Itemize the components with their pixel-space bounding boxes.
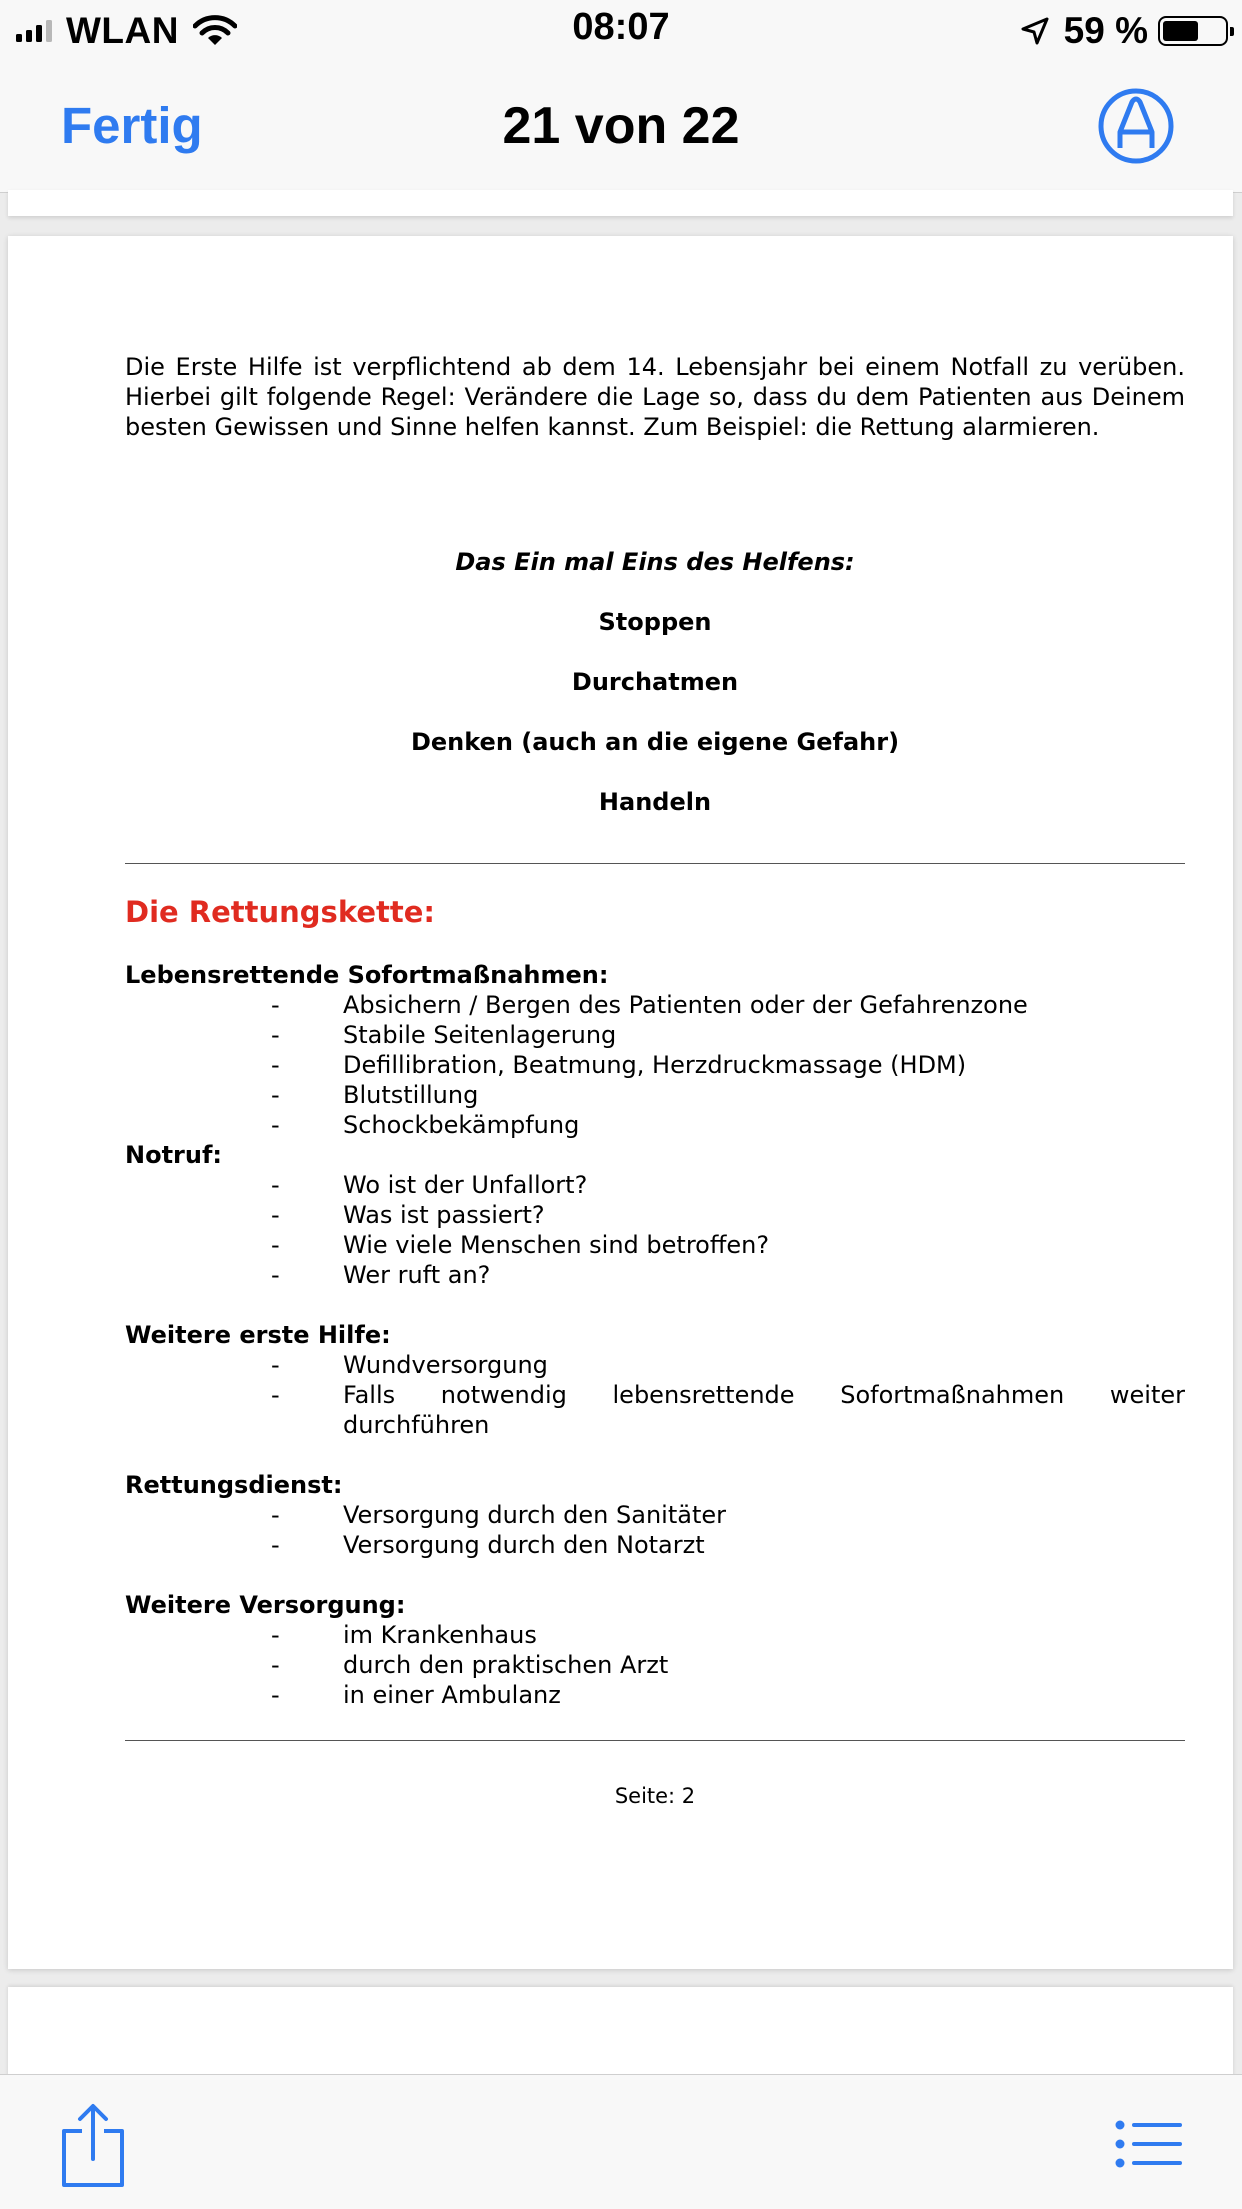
list-item: [125, 1530, 1185, 1560]
list-item-text: Stabile Seitenlagerung: [343, 1021, 617, 1049]
list-item: [125, 1020, 1185, 1050]
list-item-text: Versorgung durch den Sanitäter: [343, 1501, 726, 1529]
bullet-dash: -: [271, 1651, 280, 1679]
list-item: [125, 1380, 1185, 1440]
bullet-dash: -: [271, 1351, 280, 1379]
document-page[interactable]: [8, 236, 1233, 1969]
group-list: [125, 1500, 1185, 1560]
previous-page-edge[interactable]: [8, 190, 1233, 216]
list-item-text: Versorgung durch den Notarzt: [343, 1531, 705, 1559]
motto-step: Denken (auch an die eigene Gefahr): [410, 728, 900, 756]
list-item: [125, 1170, 1185, 1200]
markup-pen-icon[interactable]: [1098, 88, 1174, 164]
group-list: [125, 1170, 1185, 1290]
group-heading: Rettungsdienst:: [125, 1471, 343, 1499]
intro-paragraph: Die Erste Hilfe ist verpflichtend ab dem 14. Lebensjahr bei einem Notfall zu verüben. Hierbei gilt folgende Regel: Verändere die Lage so, dass du dem Patienten aus Deinem besten Gewissen und Sinne helfen kannst. Zum Beispiel: die Rettung alarmieren.: [125, 353, 1185, 441]
motto-title: Das Ein mal Eins des Helfens:: [455, 548, 855, 576]
bullet-dash: -: [271, 1021, 280, 1049]
bullet-dash: -: [271, 1621, 280, 1649]
bullet-dash: -: [271, 1681, 280, 1709]
bullet-dash: -: [271, 1201, 280, 1229]
location-arrow-icon: [1020, 16, 1050, 46]
bullet-dash: -: [271, 1051, 280, 1079]
battery-level-fill: [1163, 21, 1198, 41]
bottom-toolbar: [0, 2074, 1242, 2209]
list-item: [125, 1620, 1185, 1650]
list-item-text: Absichern / Bergen des Patienten oder der Gefahrenzone: [343, 991, 1028, 1019]
carrier-label: WLAN: [66, 10, 179, 51]
motto-step: Handeln: [598, 788, 712, 816]
list-item: [125, 1110, 1185, 1140]
status-bar: [0, 0, 1242, 62]
group-heading: Lebensrettende Sofortmaßnahmen:: [125, 961, 609, 989]
list-item-text: Wundversorgung: [343, 1351, 548, 1379]
list-item: [125, 1200, 1185, 1230]
list-item-text: in einer Ambulanz: [343, 1681, 561, 1709]
list-item: [125, 1350, 1185, 1380]
bullet-dash: -: [271, 1171, 280, 1199]
page-footer: Seite: 2: [614, 1784, 696, 1808]
section-title: Die Rettungskette:: [125, 895, 435, 929]
list-item-text: durch den praktischen Arzt: [343, 1651, 669, 1679]
group-heading: Weitere Versorgung:: [125, 1591, 406, 1619]
motto-step: Stoppen: [598, 608, 712, 636]
divider: [125, 1740, 1185, 1741]
bullet-dash: -: [271, 1501, 280, 1529]
battery-icon: [1158, 16, 1228, 46]
bullet-dash: -: [271, 1381, 280, 1409]
page-counter-title: 21 von 22: [502, 97, 740, 155]
group-list: [125, 1350, 1185, 1440]
list-item: [125, 1260, 1185, 1290]
list-item-text: Defillibration, Beatmung, Herzdruckmassage (HDM): [343, 1051, 967, 1079]
group-heading: Notruf:: [125, 1141, 223, 1169]
status-time: 08:07: [572, 6, 670, 48]
list-item: [125, 1080, 1185, 1110]
share-icon[interactable]: [58, 2103, 128, 2189]
list-item: [125, 1230, 1185, 1260]
list-item: [125, 1650, 1185, 1680]
bullet-dash: -: [271, 991, 280, 1019]
list-item-text: Was ist passiert?: [343, 1201, 545, 1229]
motto-step: Durchatmen: [571, 668, 739, 696]
list-item-text: Wer ruft an?: [343, 1261, 491, 1289]
done-button[interactable]: Fertig: [61, 97, 203, 154]
group-list: [125, 1620, 1185, 1710]
list-item-text: Falls notwendig lebensrettende Sofortmaßnahmen weiter durchführen: [343, 1381, 1185, 1439]
list-item: [125, 990, 1185, 1020]
group-heading: Weitere erste Hilfe:: [125, 1321, 391, 1349]
rescue-chain-groups: [125, 960, 1185, 1710]
list-item: [125, 1500, 1185, 1530]
navigation-bar: [0, 62, 1242, 193]
motto-block: [125, 547, 1185, 847]
list-item-text: Schockbekämpfung: [343, 1111, 580, 1139]
bullet-dash: -: [271, 1531, 280, 1559]
list-item-text: Wo ist der Unfallort?: [343, 1171, 588, 1199]
bullet-dash: -: [271, 1111, 280, 1139]
divider: [125, 863, 1185, 864]
page-content: [125, 352, 1185, 1811]
list-icon[interactable]: [1114, 2119, 1184, 2169]
list-item-text: im Krankenhaus: [343, 1621, 537, 1649]
status-right: [1020, 8, 1228, 54]
battery-percent: 59 %: [1063, 10, 1148, 51]
list-item-text: Blutstillung: [343, 1081, 479, 1109]
list-item: [125, 1050, 1185, 1080]
group-list: [125, 990, 1185, 1140]
bullet-dash: -: [271, 1231, 280, 1259]
bullet-dash: -: [271, 1261, 280, 1289]
bullet-dash: -: [271, 1081, 280, 1109]
list-item: [125, 1680, 1185, 1710]
list-item-text: Wie viele Menschen sind betroffen?: [343, 1231, 770, 1259]
